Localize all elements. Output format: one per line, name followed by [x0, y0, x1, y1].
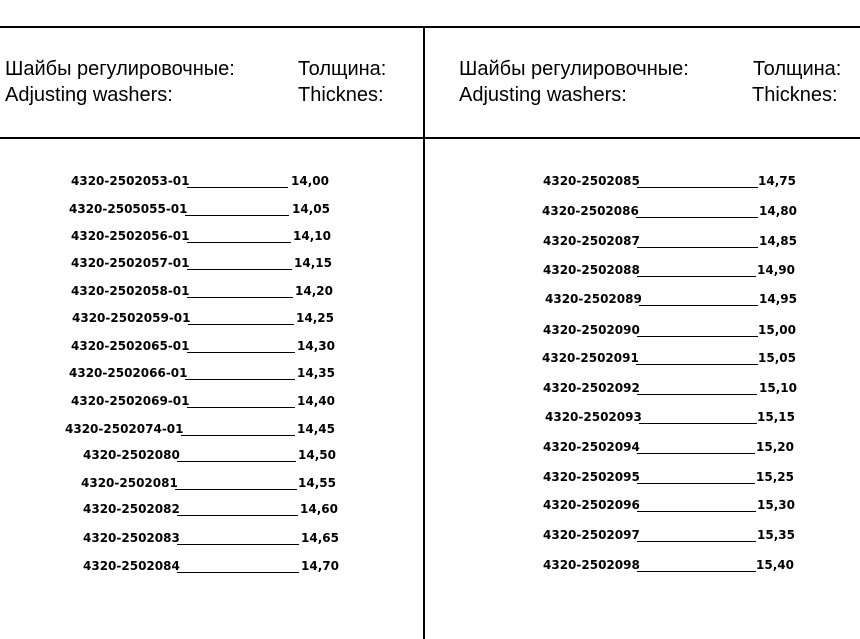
thickness-value: 15,00 [758, 323, 796, 337]
list-item [0, 558, 423, 578]
thickness-value: 15,35 [757, 528, 795, 542]
list-item [425, 262, 860, 282]
thickness-value: 14,10 [293, 229, 331, 243]
part-number: 4320-2502086 [542, 204, 639, 218]
leader-line [185, 379, 295, 380]
list-item [0, 255, 423, 275]
list-item [0, 201, 423, 221]
part-number: 4320-2502053-01 [71, 174, 190, 188]
thickness-value: 15,30 [757, 498, 795, 512]
list-item [425, 322, 860, 342]
part-number: 4320-2502057-01 [71, 256, 190, 270]
part-number: 4320-2502069-01 [71, 394, 190, 408]
right-label-ru: Шайбы регулировочные: [459, 58, 689, 80]
list-item [425, 527, 860, 547]
part-number: 4320-2502082 [83, 502, 180, 516]
thickness-value: 15,40 [756, 558, 794, 572]
thickness-value: 15,20 [756, 440, 794, 454]
list-item [425, 497, 860, 517]
part-number: 4320-2502056-01 [71, 229, 190, 243]
thickness-value: 15,25 [756, 470, 794, 484]
list-item [0, 447, 423, 467]
leader-line [637, 453, 755, 454]
leader-line [177, 515, 298, 516]
list-item [425, 173, 860, 193]
right-label-en: Adjusting washers: [459, 84, 627, 106]
part-number: 4320-2502081 [81, 476, 178, 490]
part-number: 4320-2502095 [543, 470, 640, 484]
part-number: 4320-2502085 [543, 174, 640, 188]
left-label-en: Adjusting washers: [5, 84, 173, 106]
leader-line [639, 423, 757, 424]
thickness-value: 14,50 [298, 448, 336, 462]
list-item [0, 501, 423, 521]
thickness-value: 14,60 [300, 502, 338, 516]
list-item [425, 203, 860, 223]
part-number: 4320-2502097 [543, 528, 640, 542]
leader-line [637, 276, 756, 277]
thickness-value: 14,90 [757, 263, 795, 277]
leader-line [637, 247, 758, 248]
thickness-value: 14,75 [758, 174, 796, 188]
leader-line [636, 364, 758, 365]
thickness-value: 14,95 [759, 292, 797, 306]
leader-line [181, 435, 295, 436]
part-number: 4320-2502091 [542, 351, 639, 365]
part-number: 4320-2502087 [543, 234, 640, 248]
list-item [0, 338, 423, 358]
list-item [425, 291, 860, 311]
part-number: 4320-2502089 [545, 292, 642, 306]
list-item [425, 439, 860, 459]
header-bottom-rule [0, 137, 860, 139]
list-item [0, 530, 423, 550]
list-item [0, 421, 423, 441]
part-number: 4320-2502090 [543, 323, 640, 337]
leader-line [637, 483, 755, 484]
thickness-value: 14,25 [296, 311, 334, 325]
part-number: 4320-2502092 [543, 381, 640, 395]
part-number: 4320-2505055-01 [69, 202, 188, 216]
left-thickness-en: Thicknes: [298, 84, 384, 106]
leader-line [637, 336, 758, 337]
thickness-value: 14,30 [297, 339, 335, 353]
leader-line [185, 215, 289, 216]
leader-line [636, 217, 758, 218]
list-item [0, 475, 423, 495]
list-item [0, 365, 423, 385]
thickness-value: 14,45 [297, 422, 335, 436]
leader-line [637, 541, 756, 542]
part-number: 4320-2502098 [543, 558, 640, 572]
part-number: 4320-2502065-01 [71, 339, 190, 353]
thickness-value: 14,65 [301, 531, 339, 545]
thickness-value: 14,20 [295, 284, 333, 298]
part-number: 4320-2502083 [83, 531, 180, 545]
part-number: 4320-2502074-01 [65, 422, 184, 436]
thickness-value: 15,15 [757, 410, 795, 424]
list-item [0, 173, 423, 193]
thickness-value: 14,55 [298, 476, 336, 490]
list-item [0, 228, 423, 248]
left-label-ru: Шайбы регулировочные: [5, 58, 235, 80]
leader-line [187, 187, 288, 188]
leader-line [187, 242, 291, 243]
right-thickness-en: Thicknes: [752, 84, 838, 106]
part-number: 4320-2502093 [545, 410, 642, 424]
part-number: 4320-2502094 [543, 440, 640, 454]
left-thickness-ru: Толщина: [298, 58, 387, 80]
leader-line [639, 305, 758, 306]
leader-line [187, 407, 295, 408]
leader-line [177, 572, 299, 573]
list-item [0, 393, 423, 413]
part-number: 4320-2502080 [83, 448, 180, 462]
list-item [425, 469, 860, 489]
leader-line [177, 544, 299, 545]
part-number: 4320-2502084 [83, 559, 180, 573]
part-number: 4320-2502058-01 [71, 284, 190, 298]
thickness-value: 14,85 [759, 234, 797, 248]
thickness-value: 14,05 [292, 202, 330, 216]
part-number: 4320-2502096 [543, 498, 640, 512]
thickness-value: 14,00 [291, 174, 329, 188]
thickness-value: 15,10 [759, 381, 797, 395]
thickness-value: 14,80 [759, 204, 797, 218]
part-number: 4320-2502059-01 [72, 311, 191, 325]
list-item [425, 233, 860, 253]
leader-line [187, 352, 295, 353]
leader-line [637, 394, 757, 395]
leader-line [187, 269, 292, 270]
list-item [425, 350, 860, 370]
thickness-value: 14,40 [297, 394, 335, 408]
thickness-value: 14,15 [294, 256, 332, 270]
list-item [0, 283, 423, 303]
leader-line [188, 324, 294, 325]
thickness-value: 14,35 [297, 366, 335, 380]
thickness-value: 15,05 [758, 351, 796, 365]
leader-line [637, 187, 758, 188]
part-number: 4320-2502066-01 [69, 366, 188, 380]
list-item [425, 557, 860, 577]
leader-line [187, 297, 293, 298]
part-number: 4320-2502088 [543, 263, 640, 277]
list-item [0, 310, 423, 330]
list-item [425, 380, 860, 400]
leader-line [637, 571, 756, 572]
leader-line [637, 511, 756, 512]
leader-line [177, 461, 296, 462]
thickness-value: 14,70 [301, 559, 339, 573]
leader-line [175, 489, 297, 490]
right-thickness-ru: Толщина: [753, 58, 842, 80]
list-item [425, 409, 860, 429]
top-rule [0, 26, 860, 28]
